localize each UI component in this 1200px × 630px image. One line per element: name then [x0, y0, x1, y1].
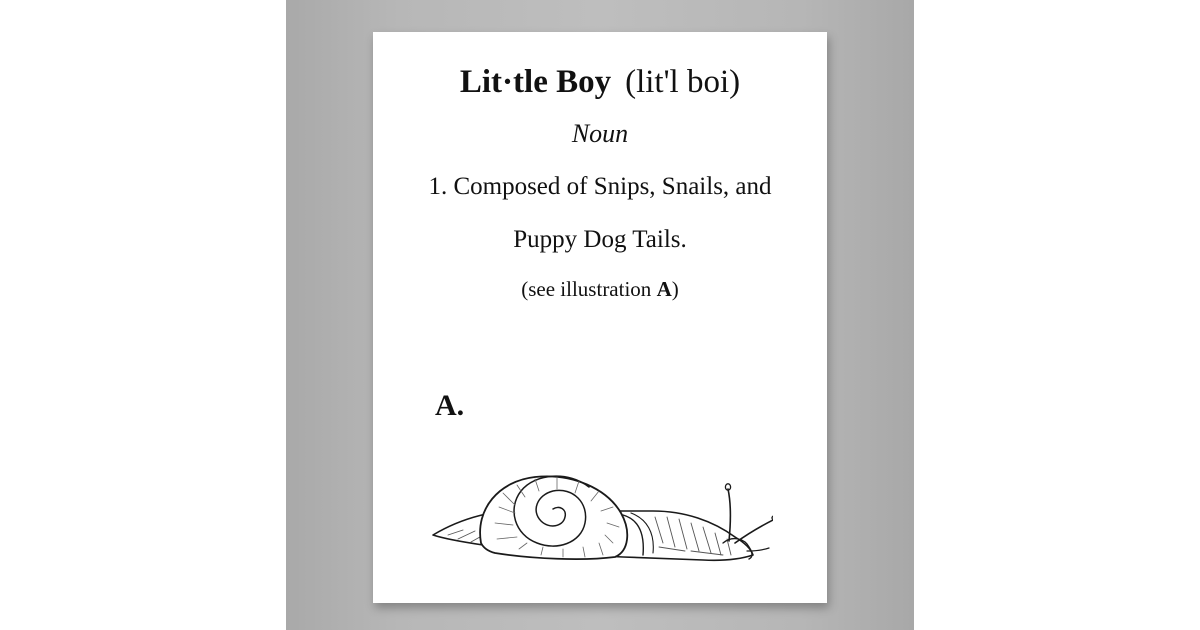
definition-line-2: Puppy Dog Tails. — [513, 226, 687, 253]
see-text: (see illustration — [521, 277, 657, 301]
snail-icon — [423, 447, 773, 577]
dictionary-headword — [373, 62, 827, 102]
see-illustration-note — [373, 275, 827, 303]
poster — [373, 32, 827, 603]
see-close: ) — [671, 277, 679, 301]
definition-line-1: 1. Composed of Snips, Snails, and — [428, 173, 772, 200]
part-of-speech: Noun — [571, 119, 629, 148]
see-reference: A — [656, 277, 672, 301]
headword: Lit·tle Boy — [459, 64, 612, 100]
pronunciation: (lit'l boi) — [625, 64, 741, 100]
figure-label: A. — [435, 389, 465, 422]
